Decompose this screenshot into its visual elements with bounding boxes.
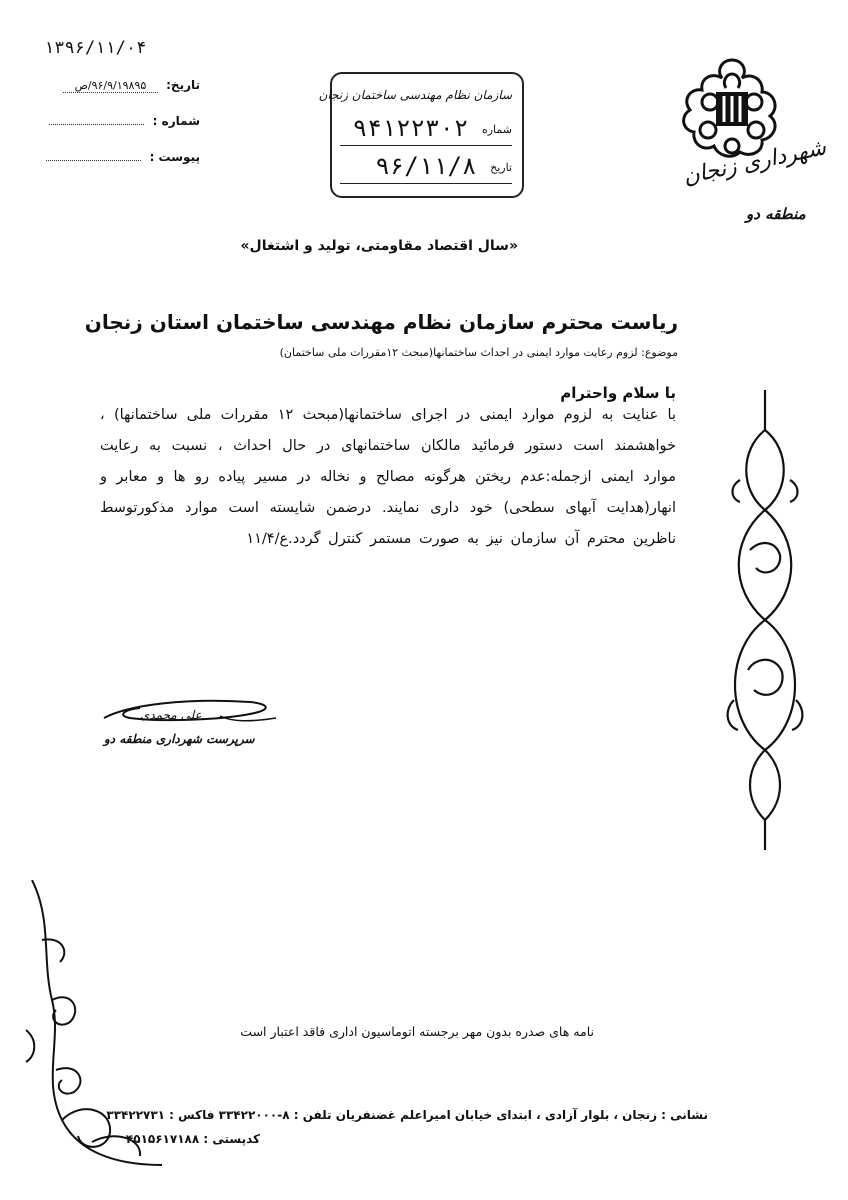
greeting: با سلام واحترام (560, 384, 676, 402)
footer-postal-code: کدپستی : ۴۵۱۵۶۱۷۱۸۸ (125, 1132, 260, 1146)
stamp-number-label: شماره (481, 123, 512, 136)
stamp-organization: سازمان نظام مهندسی ساختمان زنجان (318, 88, 512, 102)
year-slogan: «سال اقتصاد مقاومتی، تولید و اشتغال» (240, 238, 518, 254)
footer-address: نشانی : زنجان ، بلوار آزادی ، ابتدای خیابان امیراعلم غضنفریان تلفن : ۸-۳۳۴۲۲۰۰۰ فاکس : ۳۳۴۲۲۷۳۱ (106, 1108, 708, 1122)
attachment-field (46, 150, 200, 164)
receipt-stamp (318, 72, 524, 198)
attachment-label: پیوست : (149, 150, 200, 164)
date-value: ۹۶/۹/۱۹۸۹۵/ص (63, 79, 158, 93)
logo-caption: شهرداری زنجان (680, 135, 829, 190)
date-label: تاریخ: (166, 78, 200, 92)
recipient-heading: ریاست محترم سازمان نظام مهندسی ساختمان استان زنجان (84, 310, 678, 334)
handwritten-date: ۱۳۹۶/۱۱/۰۴ (44, 38, 147, 58)
signer-title: سرپرست شهرداری منطقه دو (104, 732, 255, 746)
letter-body: با عنایت به لزوم موارد ایمنی در اجرای ساختمانها(مبحث ۱۲ مقررات ملی ساختمانها) ، خواهشمند است دستور فرمائید مالکان ساختمانهای در حال احداث ، نسبت به رعایت موارد ایمنی ازجمله:عدم ریختن هرگونه مصالح و نخاله در مسیر پیاده رو ها و معابر و انهار(هدایت آبهای سطحی) خود داری نمایند. درضمن شایسته است موارد مذکورتوسط ناظرین محترم آن سازمان نیز به صورت مستمر کنترل گردد.ع/۱۱/۴ (100, 407, 676, 547)
side-ornament-icon (720, 390, 810, 850)
district-label: منطقه دو (746, 205, 806, 223)
stamp-date-value: ۹۶/۱۱/۸ (375, 152, 477, 180)
number-label: شماره : (152, 114, 200, 128)
subject-line: موضوع: لزوم رعایت موارد ایمنی در احداث ساختمانها(مبحث ۱۲مقررات ملی ساختمان) (279, 346, 678, 359)
stamp-number-row (340, 114, 512, 142)
stamp-date-row (340, 152, 512, 180)
stamp-number-value: ۹۴۱۲۲۳۰۲ (352, 114, 469, 142)
stamp-date-label: تاریخ (490, 161, 512, 174)
signer-name: علی محمدی (140, 708, 202, 722)
attachment-value (46, 160, 141, 161)
date-field (63, 78, 200, 93)
number-field (49, 114, 200, 128)
number-value (49, 124, 144, 125)
footer-notice: نامه های صدره بدون مهر برجسته اتوماسیون اداری فاقد اعتبار است (240, 1024, 594, 1039)
